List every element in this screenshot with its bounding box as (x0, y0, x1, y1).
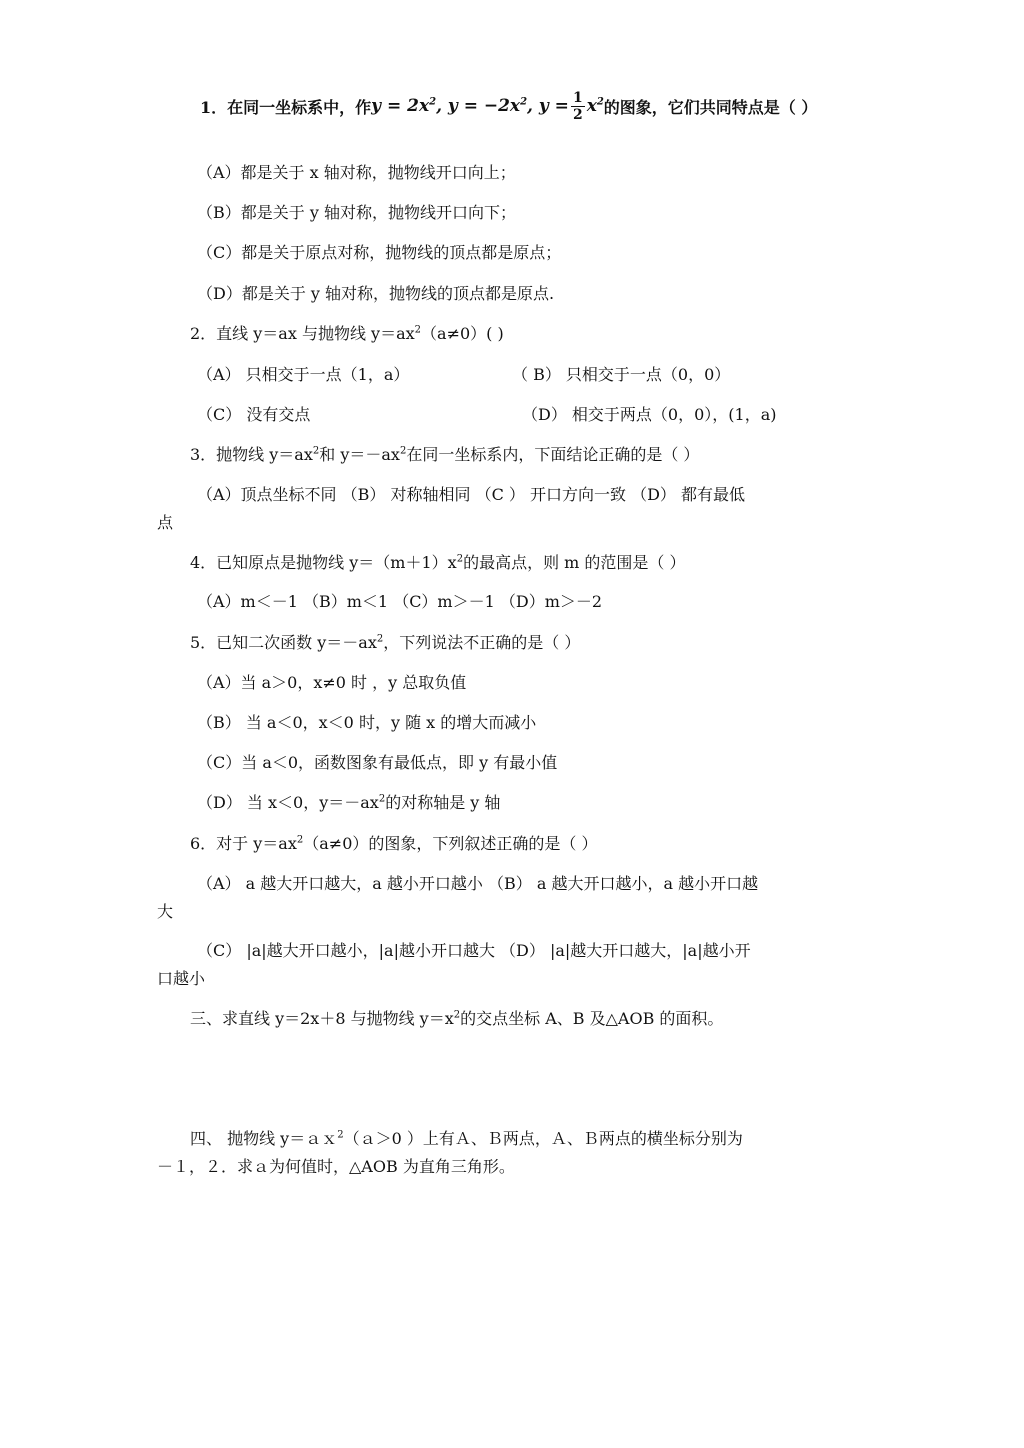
q1-intro: 在同一坐标系中，作 (227, 97, 372, 117)
q1-formula-2: , $y = -2x^2$ (436, 96, 528, 116)
q1-number: 1． (200, 97, 228, 117)
q1-formula-3: , y = (527, 96, 569, 116)
q1-formula-4: $x^2$ (586, 96, 604, 116)
q6-options-cd: （C） |a|越大开口越小，|a|越小开口越大 （D） |a|越大开口越大，|a|越小开 (197, 941, 751, 960)
q1-tail: 的图象，它们共同特点是（ ） (603, 97, 818, 117)
q2-option-c: （C） 没有交点 (197, 405, 311, 424)
question-6-stem: 6．对于 $y=ax^2(a\ne 0)$的图象，下列叙述正确的是（ ） (190, 834, 598, 853)
q6-options-ab-wrap: 大 (157, 902, 174, 921)
q5-option-d: （D） 当 x＜0，$y=-ax^2$的对称轴是 y 轴 (197, 793, 501, 812)
q1-formula-1: $y = 2x^2$ (371, 96, 437, 116)
q5-option-b: （B） 当 a＜0，x＜0 时，y 随 x 的增大而减小 (197, 713, 537, 732)
section-4-problem-wrap: －１，２．求ａ为何值时，△AOB 为直角三角形。 (157, 1157, 515, 1176)
q6-options-cd-wrap: 口越小 (157, 969, 206, 988)
question-5-stem: 5．已知二次函数 $y=-ax^2$，下列说法不正确的是（ ） (190, 633, 581, 652)
q1-option-c: （C）都是关于原点对称，抛物线的顶点都是原点； (197, 243, 562, 262)
q3-options: （A）顶点坐标不同 （B） 对称轴相同 （C ） 开口方向一致 （D） 都有最低 (197, 485, 745, 504)
q3-options-wrap: 点 (157, 513, 174, 532)
q2-option-d: （D） 相交于两点（0，0），(1，a) (522, 405, 777, 424)
question-1-stem (200, 86, 880, 126)
q1-fraction: $\frac{1}{2}$ (572, 89, 583, 123)
q5-option-a: （A）当 a＞0，x≠0 时 ，y 总取负值 (197, 673, 467, 692)
q1-option-a: （A）都是关于 x 轴对称，抛物线开口向上； (197, 163, 516, 182)
q1-option-d: （D）都是关于 y 轴对称，抛物线的顶点都是原点. (197, 284, 555, 303)
q5-option-c: （C）当 a＜0，函数图象有最低点，即 y 有最小值 (197, 753, 558, 772)
question-2-stem: 2．直线 y＝ax 与抛物线 $y=ax^2(a\ne 0)$( ) (190, 324, 504, 343)
q2-option-a: （A） 只相交于一点（1，a） (197, 365, 410, 384)
q4-options: （A）m＜－1 （B）m＜1 （C）m＞－1 （D）m＞－2 (197, 592, 603, 611)
question-4-stem: 4．已知原点是抛物线 $y=(m+1)x^2$的最高点，则 m 的范围是（ ） (190, 553, 686, 572)
q1-option-b: （B）都是关于 y 轴对称，抛物线开口向下； (197, 203, 516, 222)
section-4-problem: 四、 抛物线 y＝ａｘ$^2$（ａ＞0 ）上有Ａ、Ｂ两点，Ａ、Ｂ两点的横坐标分别为 (190, 1129, 743, 1148)
q6-options-ab: （A） a 越大开口越大，a 越小开口越小 （B） a 越大开口越小，a 越小开口越 (197, 874, 759, 893)
q2-option-b: （ B） 只相交于一点（0，0） (512, 365, 731, 384)
question-3-stem: 3．抛物线 $y=ax^2$和 $y=-ax^2$在同一坐标系内，下面结论正确的是（ ） (190, 445, 700, 464)
section-3-problem: 三、求直线 y＝2x＋8 与抛物线 $y=x^2$的交点坐标 A、B 及△AOB 的面积。 (190, 1009, 724, 1028)
